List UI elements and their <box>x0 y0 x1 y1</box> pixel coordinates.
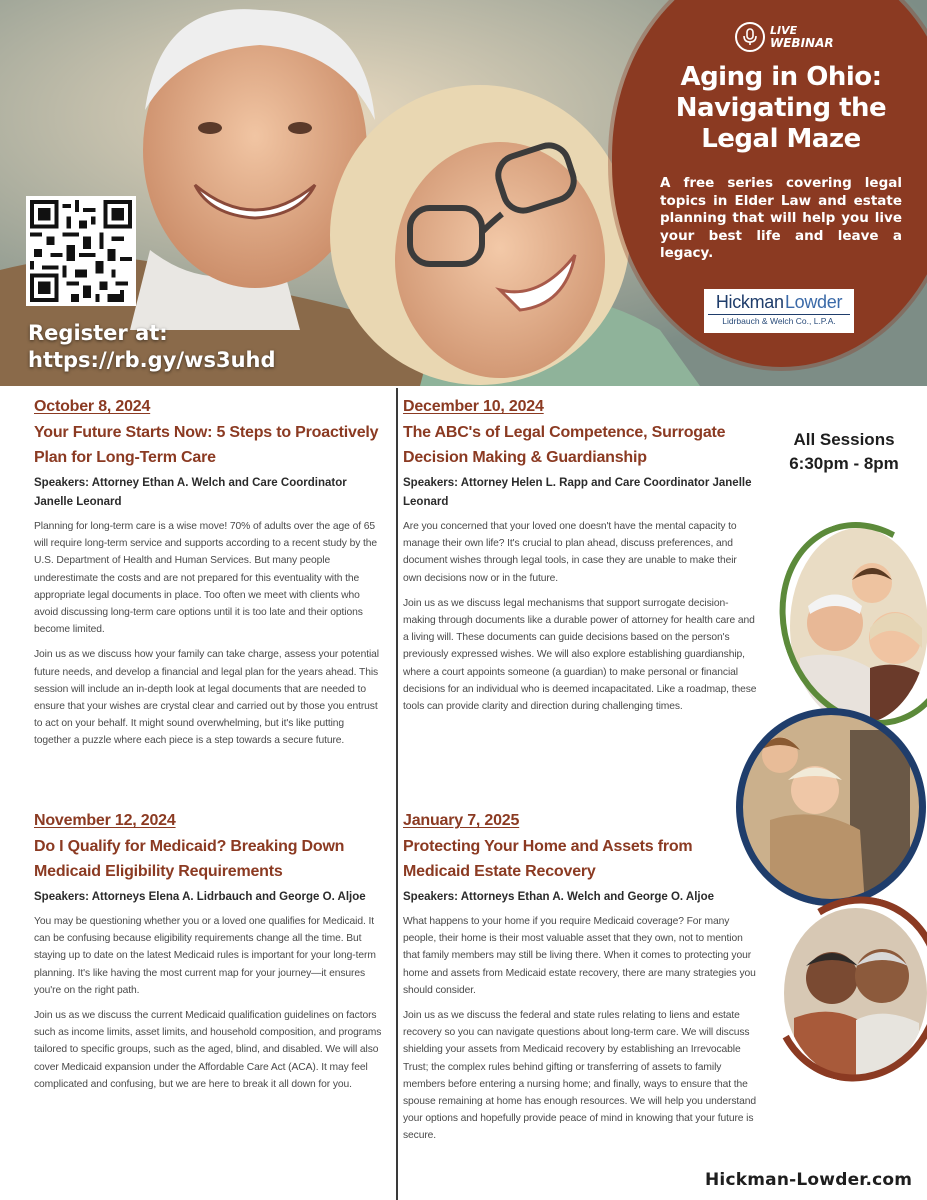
firm-logo <box>704 289 854 333</box>
session-description: Join us as we discuss the current Medicaid qualification guidelines on factors such as income limits, asset limits, and household composition, and programs tailored to specific groups, such as the aged, blind, and disabled. We will also cover Medicaid expansion under the Affordable Care Act (ACA). It may feel complicated and confusing, but we are here to break it all down for you. <box>34 1010 382 1090</box>
page-subtitle: A free series covering legal topics in Elder Law and estate planning that will help you live your best life and leave a legacy. <box>660 175 902 261</box>
session-description: Join us as we discuss how your family can take charge, assess your potential future needs, and develop a financial and legal plan for the years ahead. This session will include an in-depth look at legal documents that are needed to ensure that your wishes are crystal clear and carried out by those you entrust to act on your behalf. It might sound overwhelming, but it's like putting together a puzzle where each piece is a step towards a secure future. <box>34 649 379 747</box>
live-webinar-badge <box>735 22 834 52</box>
register-label: Register at: <box>28 321 168 345</box>
session-date: October 8, 2024 <box>34 398 151 415</box>
session-speakers: Speakers: Attorneys Elena A. Lidrbauch and George O. Aljoe <box>34 891 366 903</box>
session-date: November 12, 2024 <box>34 812 176 829</box>
register-info <box>28 320 276 374</box>
decorative-ring-navy <box>736 708 926 906</box>
logo-word-lowder: Lowder <box>784 292 843 312</box>
session-description: What happens to your home if you require Medicaid coverage? For many people, their home is their most valuable asset that they own, not to mention that family members may still be living there. When it comes to protecting your home and assets from Medicaid estate recovery, there are many strategies you should consider. <box>403 916 756 996</box>
microphone-icon <box>735 22 765 52</box>
session-time: 6:30pm - 8pm <box>789 454 899 473</box>
session-january <box>403 810 757 1145</box>
decorative-ring-rust <box>751 877 927 1101</box>
session-speakers: Speakers: Attorneys Ethan A. Welch and George O. Aljoe <box>403 891 714 903</box>
register-qr-code[interactable] <box>26 196 136 306</box>
session-title: Protecting Your Home and Assets from Medicaid Estate Recovery <box>403 838 693 880</box>
website-link[interactable]: Hickman-Lowder.com <box>705 1170 913 1190</box>
session-speakers: Speakers: Attorney Ethan A. Welch and Care Coordinator Janelle Leonard <box>34 477 347 508</box>
session-title: Your Future Starts Now: 5 Steps to Proactively Plan for Long-Term Care <box>34 424 379 466</box>
page-title: Aging in Ohio: Navigating the Legal Maze <box>675 62 887 154</box>
session-time-info <box>770 428 918 476</box>
register-url-link[interactable]: https://rb.gy/ws3uhd <box>28 348 276 372</box>
session-title: The ABC's of Legal Competence, Surrogate Decision Making & Guardianship <box>403 424 726 466</box>
session-speakers: Speakers: Attorney Helen L. Rapp and Care Coordinator Janelle Leonard <box>403 477 752 508</box>
qr-code-graphic <box>30 200 132 302</box>
session-october <box>34 396 382 750</box>
session-description: Are you concerned that your loved one doesn't have the mental capacity to manage their own life? It's crucial to plan ahead, discuss preferences, and document wishes through legal tools, in case they are unable to make their own decisions now or in the future. <box>403 521 737 584</box>
logo-word-hickman: Hickman <box>715 292 784 312</box>
session-december <box>403 396 757 715</box>
column-divider <box>396 388 398 1200</box>
all-sessions-label: All Sessions <box>793 430 895 449</box>
logo-firm-name: Lidrbauch & Welch Co., L.P.A. <box>708 314 850 327</box>
session-description: Join us as we discuss the federal and state rules relating to liens and estate recovery so you can navigate questions about long-term care. We will discuss shielding your assets from Medicaid recovery by establishing an Irrevocable Trust; the complex rules behind gifting or transferring of assets to family members before entering a nursing home; and finally, ways to ensure that the spouse remaining at home has enough resources. We will help you understand your options and hopefully provide peace of mind in knowing that your future is secure. <box>403 1010 757 1142</box>
session-description: Planning for long-term care is a wise move! 70% of adults over the age of 65 will require long-term service and supports according to a recent study by the U.S. Department of Health and Human Services. But many people underestimate the costs and are not prepared for this eventuality with the appropriate legal documents in place. Too often we meet with clients who avoid discussing long-term care options until it is too late and their options become limited. <box>34 521 378 636</box>
badge-live-text: LIVE <box>770 24 798 37</box>
hero-banner <box>0 0 927 386</box>
session-date: January 7, 2025 <box>403 812 520 829</box>
session-date: December 10, 2024 <box>403 398 544 415</box>
session-description: You may be questioning whether you or a loved one qualifies for Medicaid. It can be confusing because eligibility requirements change all the time. But staying up to date on the latest Medicaid rules is important for your long-term planning. It's like having the most current map for your journey—it ensures you're on the right path. <box>34 916 376 996</box>
session-title: Do I Qualify for Medicaid? Breaking Down Medicaid Eligibility Requirements <box>34 838 345 880</box>
session-november <box>34 810 382 1093</box>
badge-webinar-text: WEBINAR <box>770 36 834 50</box>
session-description: Join us as we discuss legal mechanisms that support surrogate decision-making through documents like a durable power of attorney for health care and a living will. These documents can guide decisions based on the person's previously expressed wishes. We will also explore establishing guardianship, where a court appoints someone (a guardian) to make personal or financial decisions for an individual who is deemed incapacitated. Like a roadmap, these tools can provide clarity and direction during challenging times. <box>403 597 757 713</box>
